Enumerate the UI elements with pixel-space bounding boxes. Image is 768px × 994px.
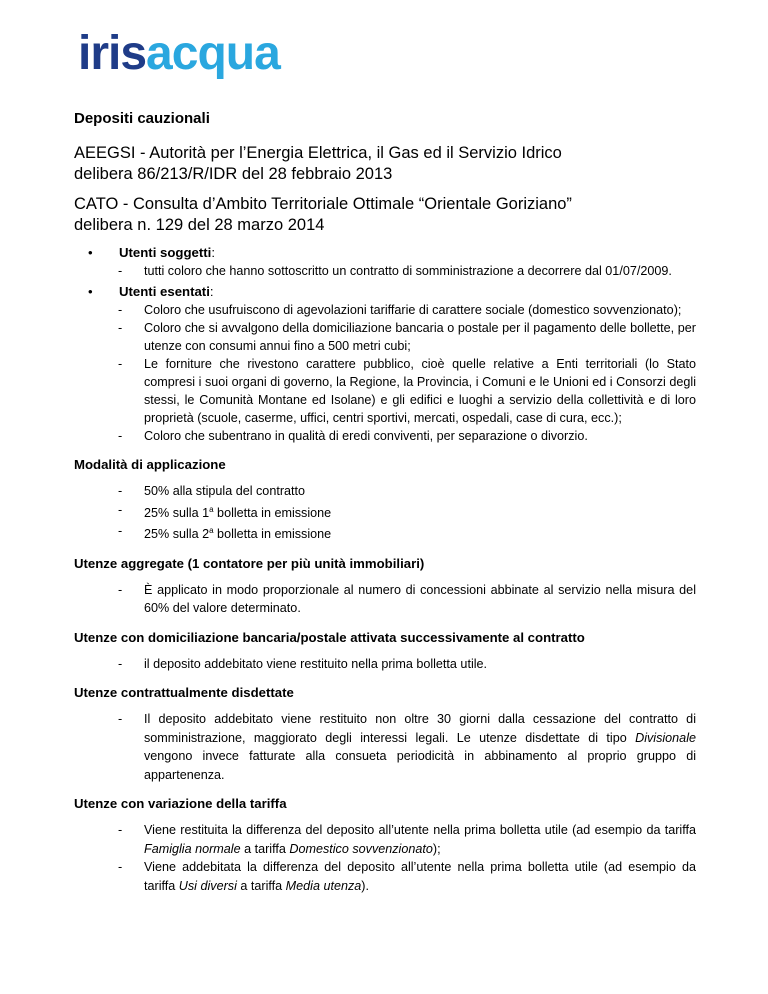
list-item-text: Coloro che si avvalgono della domiciliazione bancaria o postale per il pagamento delle bollette, per utenze con consumi annui fino a 500 metri cubi; — [144, 321, 696, 353]
section-title-variazione: Utenze con variazione della tariffa — [74, 796, 287, 812]
cato-line1: CATO - Consulta d’Ambito Territoriale Ottimale “Orientale Goriziano” — [74, 195, 572, 213]
dash-marker: - — [118, 582, 123, 597]
list-item-text: tutti coloro che hanno sottoscritto un contratto di somministrazione a decorrere dal 01/07/2009. — [144, 264, 672, 278]
section-title-modalita: Modalità di applicazione — [74, 457, 226, 472]
modalita-items — [74, 482, 696, 544]
list-item — [74, 710, 696, 784]
section-title-disdettate: Utenze contrattualmente disdettate — [74, 685, 294, 701]
dash-marker: - — [118, 357, 123, 371]
list-item-text: Il deposito addebitato viene restituito non oltre 30 giorni dalla cessazione del contratto di somministrazione, maggiorato degli interessi legali. Le utenze disdettate di tipo — [144, 712, 696, 745]
list-item-text: Le forniture che rivestono carattere pubblico, cioè quelle relative a Enti territoriali (lo Stato compresi i suoi organi di governo, la Regione, la Provincia, i Comuni e le Unioni ed i Consorzi degli stessi, le Comunità Montane ed Isolane) e gli edifici e luoghi a servizio della collettività e di loro proprietà (scuole, caserme, uffici, centri sportivi, mercati, ospedali, case di cura, ecc.); — [144, 357, 696, 425]
soggetti-label: Utenti soggetti — [119, 245, 212, 260]
esentati-items — [119, 301, 696, 445]
variazione-items — [74, 821, 696, 895]
italic-term: Usi diversi — [178, 878, 237, 893]
domiciliazione-items — [74, 655, 696, 674]
list-item-text: 25% sulla 2 — [144, 527, 210, 542]
colon: : — [209, 284, 214, 299]
italic-term: Divisionale — [635, 730, 696, 745]
list-item — [74, 522, 696, 544]
utenti-list — [74, 245, 696, 445]
dash-marker: - — [118, 712, 123, 727]
colon: : — [211, 245, 215, 260]
list-item — [74, 821, 696, 858]
dash-marker: - — [118, 823, 123, 838]
list-item — [74, 501, 696, 523]
soggetti-items — [119, 262, 696, 280]
list-item-text: Coloro che usufruiscono di agevolazioni tariffarie di carattere sociale (domestico sovvenzionato); — [144, 303, 682, 317]
dash-marker: - — [118, 429, 123, 443]
list-item — [74, 262, 696, 280]
aeegsi-line2: delibera 86/213/R/IDR del 28 febbraio 2013 — [74, 165, 393, 183]
dash-marker: - — [118, 264, 123, 278]
utenti-soggetti — [74, 245, 696, 280]
aeegsi-line1: AEEGSI - Autorità per l’Energia Elettrica, il Gas ed il Servizio Idrico — [74, 144, 562, 162]
list-item-text: a tariffa — [236, 878, 286, 893]
list-item — [74, 355, 696, 427]
list-item-text: 50% alla stipula del contratto — [144, 484, 306, 498]
cato-line2: delibera n. 129 del 28 marzo 2014 — [74, 216, 325, 234]
regulation-references — [74, 143, 696, 236]
list-item — [74, 655, 696, 674]
italic-term: Famiglia normale — [144, 841, 241, 856]
irisacqua-logo — [78, 27, 280, 80]
utenti-esentati — [74, 284, 696, 445]
section-title-aggregate: Utenze aggregate (1 contatore per più unità immobiliari) — [74, 555, 425, 571]
list-item — [74, 319, 696, 355]
list-item-text: bolletta in emissione — [213, 505, 332, 520]
list-item — [74, 427, 696, 445]
list-item — [74, 301, 696, 319]
dash-marker: - — [118, 321, 123, 335]
list-item-text: ). — [361, 878, 369, 893]
superscript: a — [209, 504, 214, 514]
dash-marker: - — [118, 524, 123, 539]
section-title-domiciliazione: Utenze con domiciliazione bancaria/postale attivata successivamente al contratto — [74, 629, 585, 645]
list-item-text: È applicato in modo proporzionale al numero di concessioni abbinate al servizio nella misura del 60% del valore determinato. — [144, 582, 696, 616]
bullet-icon: • — [88, 245, 93, 260]
document-body — [74, 110, 696, 901]
list-item-text: Viene restituita la differenza del deposito all’utente nella prima bolletta utile (ad esempio da tariffa — [144, 823, 696, 838]
dash-marker: - — [118, 484, 123, 498]
disdettate-items — [74, 710, 696, 784]
aggregate-items — [74, 581, 696, 618]
logo-part-iris: iris — [78, 27, 147, 80]
superscript: a — [209, 526, 214, 536]
aeegsi-reference — [74, 143, 696, 185]
dash-marker: - — [118, 502, 123, 517]
list-item — [74, 581, 696, 618]
list-item-text: a tariffa — [240, 841, 290, 856]
italic-term: Domestico sovvenzionato — [289, 841, 433, 856]
esentati-label: Utenti esentati — [119, 284, 210, 299]
dash-marker: - — [118, 303, 123, 317]
list-item-text: bolletta in emissione — [213, 527, 332, 542]
list-item-text: Viene addebitata la differenza del deposito all’utente nella prima bolletta utile (ad esempio da tariffa — [144, 860, 696, 893]
list-item — [74, 858, 696, 895]
list-item-text: il deposito addebitato viene restituito nella prima bolletta utile. — [144, 656, 488, 671]
list-item-text: 25% sulla 1 — [144, 505, 210, 520]
dash-marker: - — [118, 656, 123, 671]
list-item-text: Coloro che subentrano in qualità di eredi conviventi, per separazione o divorzio. — [144, 429, 588, 443]
list-item-text: ); — [432, 841, 441, 856]
list-item-text: vengono invece fatturate alla consueta periodicità in abbinamento al proprio gruppo di appartenenza. — [144, 749, 696, 782]
italic-term: Media utenza — [285, 878, 362, 893]
list-item — [74, 482, 696, 501]
bullet-icon: • — [88, 284, 93, 299]
page-title: Depositi cauzionali — [74, 110, 210, 127]
dash-marker: - — [118, 860, 123, 875]
logo-part-acqua: acqua — [146, 27, 280, 80]
cato-reference — [74, 194, 696, 236]
